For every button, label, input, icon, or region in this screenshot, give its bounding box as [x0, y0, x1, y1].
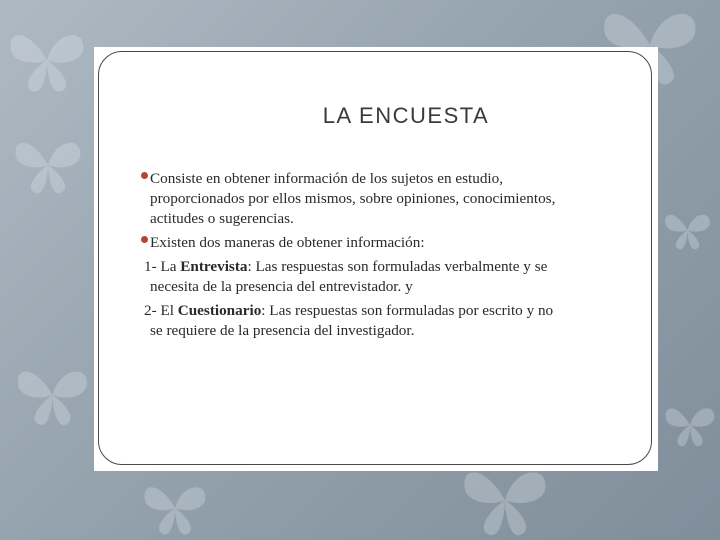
item-line: necesita de la presencia del entrevistador. y — [150, 278, 413, 295]
butterfly-icon — [440, 460, 570, 540]
bullet-dot-icon — [141, 236, 148, 243]
bullet-line: Existen dos maneras de obtener información: — [150, 234, 425, 251]
butterfly-icon — [10, 350, 95, 440]
slide-title: LA ENCUESTA — [322, 103, 490, 128]
butterfly-icon — [2, 20, 92, 100]
list-item-cuestionario — [144, 301, 620, 341]
bullet-item — [150, 169, 620, 229]
item-prefix: 1- La — [144, 258, 181, 275]
item-text: : Las respuestas son formuladas verbalmente y se — [247, 258, 548, 275]
bullet-line: Consiste en obtener información de los sujetos en estudio, — [150, 170, 504, 187]
bullet-item — [150, 233, 620, 253]
list-item-entrevista — [144, 257, 620, 297]
slide-content — [144, 169, 620, 341]
item-term: Cuestionario — [177, 302, 262, 319]
butterfly-icon — [660, 380, 720, 470]
item-prefix: 2- El — [144, 302, 178, 319]
slide-card — [94, 47, 658, 471]
bullet-dot-icon — [141, 172, 148, 179]
butterfly-icon — [8, 130, 88, 200]
butterfly-icon — [120, 478, 230, 538]
bullet-line: actitudes o sugerencias. — [150, 210, 294, 227]
item-text: : Las respuestas son formuladas por escrito y no — [261, 302, 554, 319]
item-line: se requiere de la presencia del investigador. — [150, 322, 415, 339]
item-term: Entrevista — [180, 258, 248, 275]
butterfly-icon — [660, 190, 715, 270]
bullet-line: proporcionados por ellos mismos, sobre opiniones, conocimientos, — [150, 190, 556, 207]
